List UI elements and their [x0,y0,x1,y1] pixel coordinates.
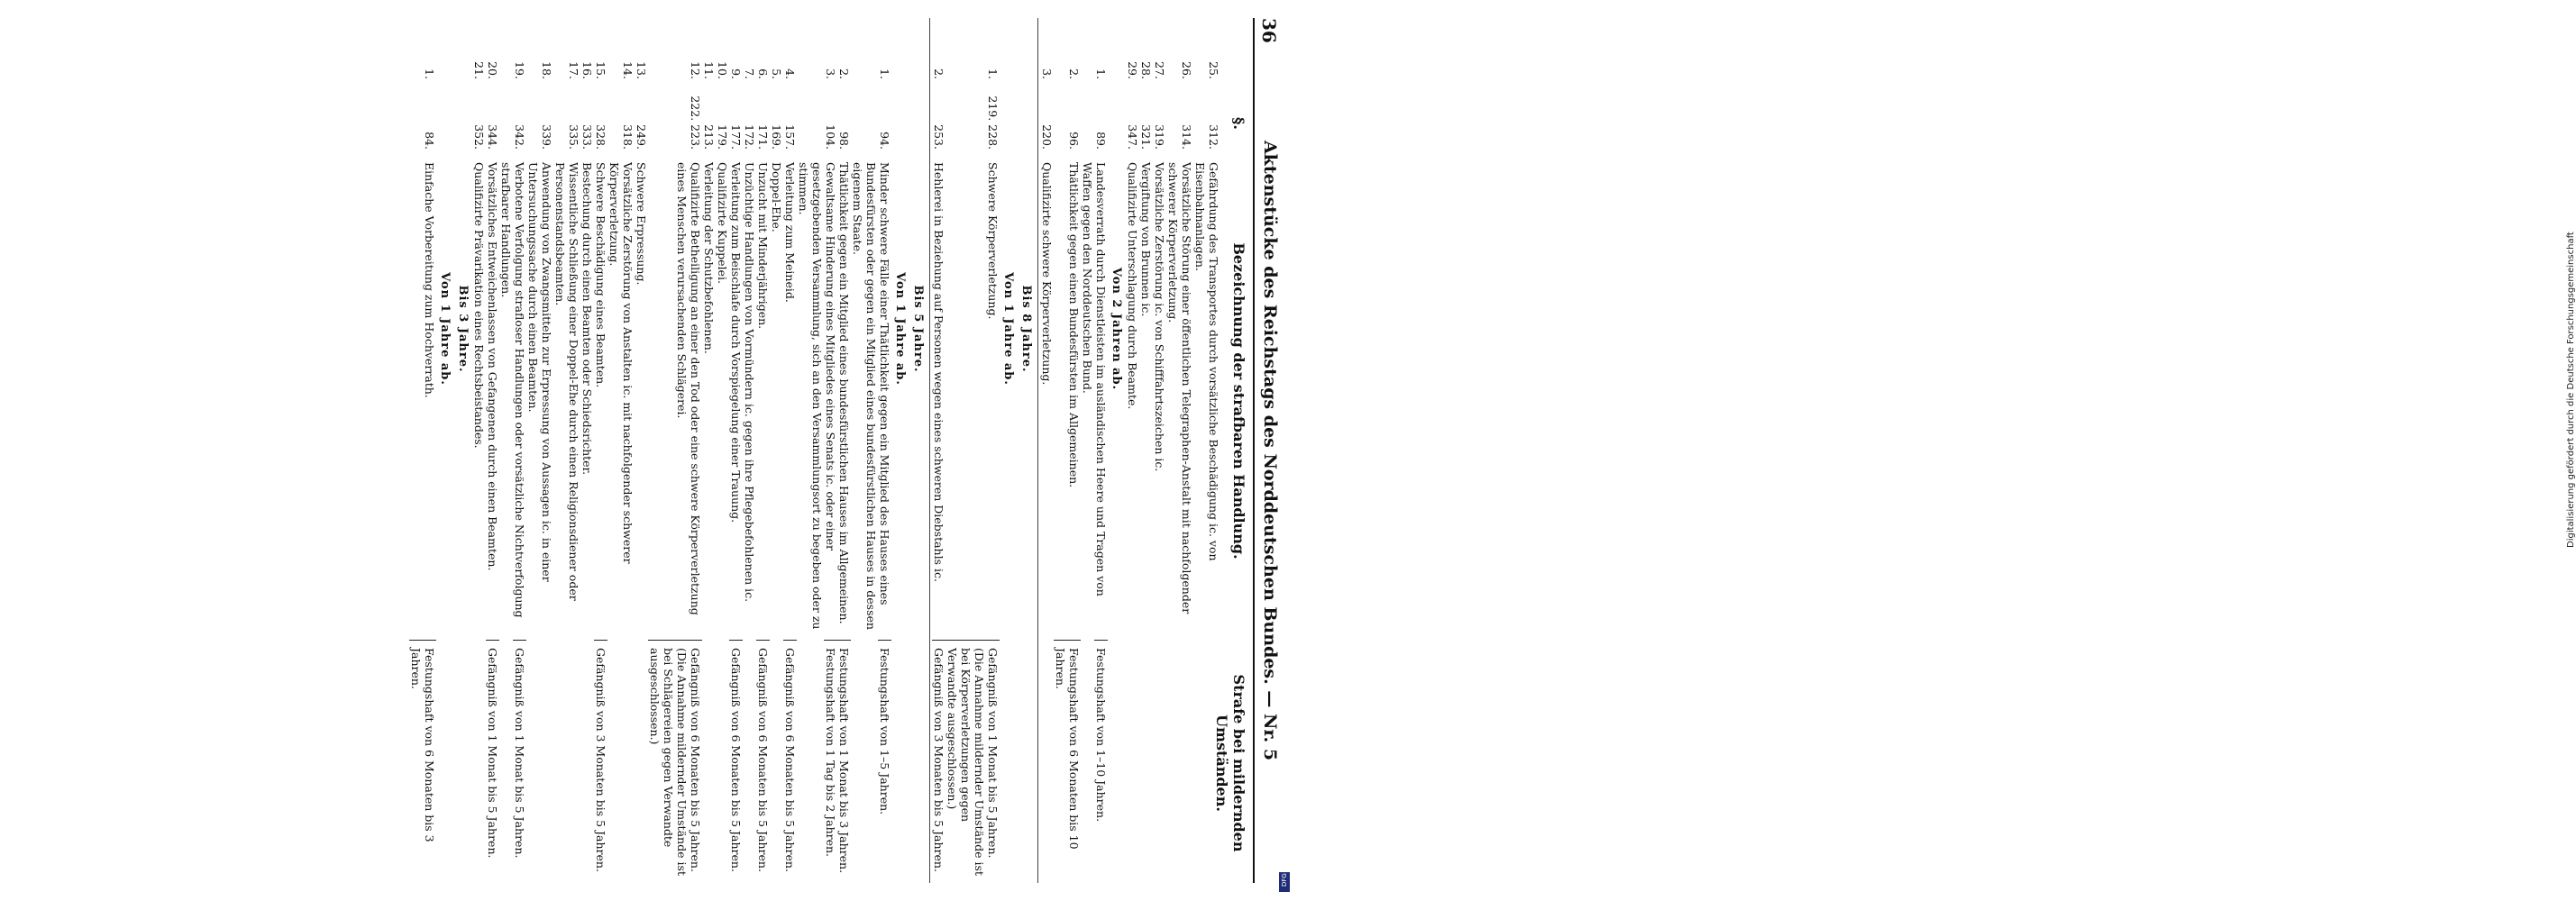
paragraph-number: 352. [472,124,486,150]
penalty-text: Gefängniß von 3 Monaten bis 5 Jahren. [594,640,607,879]
row-number: 15. [594,61,607,79]
paragraph-number: 171. 172. [743,124,770,150]
section-heading: Von 2 Jahren ab. [1110,267,1123,391]
paragraph-number: 333. 335. [567,124,594,150]
header-rule [1253,18,1255,883]
paragraph-number: 89. [1094,132,1108,150]
row-number: 10. 11. [702,61,729,79]
table-row [1166,18,1193,883]
table-row [486,18,499,883]
offense-description: Verleitung zum Beischlafe durch Vorspiegelung einer Trauung. [729,162,743,523]
offense-description: Gefährdung des Transportes durch vorsätzliche Beschädigung ic. von Eisenbahnanlagen. [1193,162,1220,561]
penalty-text: Festungshaft von 6 Monaten bis 3 Jahren. [409,640,436,879]
row-number: 13. 14. [621,61,648,79]
row-number: 21. [472,61,486,79]
offense-description: Schwere Körperverletzung. [986,162,1000,320]
offense-description: Gewaltsame Hinderung eines Mitgliedes eines Senats ic. oder einer gesetzgebenden Versammlung, sich an den Versammlungsort zu begeben oder zu stimmen. [797,162,837,630]
offense-description: Einfache Vorbereitung zum Hochverrath. [423,162,436,398]
row-number: 9. [729,68,743,79]
table-row [1054,18,1081,883]
paragraph-number: 177. [729,124,743,150]
row-number: 1. [423,68,436,79]
table-row [1040,18,1054,883]
row-number: 1. [878,68,891,79]
section-heading: Bis 8 Jahre. [1019,285,1033,373]
penalty-text: Gefängniß von 1 Monat bis 5 Jahren. (Die Annahme mildernder Umstände ist bei Körperverletzungen gegen Verwandte ausgeschlossen.) [945,640,1000,879]
offense-description: Schwere Beschädigung eines Beamten. [594,162,607,388]
row-number: 16. 17. [567,61,594,79]
table-row [1193,18,1220,883]
offense-description: Verbotene Verfolgung strafloser Handlungen oder vorsätzliche Nichtverfolgung strafbarer Handlungen. [499,162,526,618]
offense-description: Landesverrath durch Dienstleisten im ausländischen Heere und Tragen von Waffen gegen den Norddeutschen Bund. [1081,162,1108,596]
table-row [945,18,1000,883]
penalty-text: Gefängniß von 6 Monaten bis 5 Jahren. [783,640,797,879]
table-row [702,18,729,883]
row-number: 19. [513,61,526,79]
table-row [409,18,436,883]
dfg-logo-text: DFG [1281,873,1288,887]
row-number: 27. 28. 29. [1126,61,1166,79]
offense-description: Vorsätzliches Entweichenlassen von Gefangenen durch einen Beamten. [486,162,499,571]
paragraph-number: 222. 223. [689,96,702,150]
paragraph-number: 219. 228. [986,96,1000,150]
row-number: 12. [689,61,702,79]
section-heading: Von 1 Jahre ab. [893,272,907,386]
row-number: 4. 5. [770,68,797,79]
paragraph-number: 157. 169. [770,124,797,150]
paragraph-number: 98. [837,132,851,150]
offense-description: Thätlichkeit gegen ein Mitglied eines bundesfürstlichen Hauses im Allgemeinen. [837,162,851,624]
table-row [837,18,851,883]
paragraph-number: 94. [878,132,891,150]
offense-description: Anwendung von Zwangsmitteln zur Erpressung von Aussagen ic. in einer Untersuchungssache durch einen Beamten. [526,162,553,582]
paragraph-number: 104. [824,124,837,150]
row-number: 1. [986,68,1000,79]
paragraph-number: 249. 318. [621,124,648,150]
offense-description: Vorsätzliche Zerstörung ic. von Schifffahrtszeichen ic. Vergiftung von Brunnen ic. Qualifizirte Unterschlagung durch Beamte. [1126,162,1166,472]
offense-description: Minder schwere Fälle einer Thätlichkeit gegen ein Mitglied des Hauses eines Bundesfürsten oder gegen ein Mitglied eines bundesfürstlichen Hauses in dessen eigenem Staate. [851,162,891,630]
paragraph-number: 342. [513,124,526,150]
row-number: 1. [1094,68,1108,79]
section-heading: Bis 3 Jahre. [456,285,470,373]
table-row [729,18,743,883]
column-header-penalty: Strafe bei mildernden Umständen. [1213,674,1247,852]
offense-description: Unzucht mit Minderjährigen. Unzüchtige Handlungen von Vormündern ic. gegen ihre Pflegebefohlenen ic. [743,162,770,603]
penalty-text: Festungshaft von 1–5 Jahren. [878,640,891,879]
column-header-offense: Bezeichnung der strafbaren Handlung. [1230,242,1247,560]
table-row [499,18,526,883]
table-row [472,18,486,883]
penalty-text: Gefängniß von 6 Monaten bis 5 Jahren. (Die Annahme mildernder Umstände ist bei Schlägereien gegen Verwandte ausgeschlossen.) [648,640,702,879]
dfg-logo [1279,872,1290,892]
penalty-text: Gefängniß von 1 Monat bis 5 Jahren. [486,640,499,879]
penalty-table [409,18,1220,883]
table-row [526,18,553,883]
table-row [743,18,770,883]
section-heading: Von 1 Jahre ab. [1001,272,1015,386]
table-row [1126,18,1166,883]
section-heading: Bis 5 Jahre. [911,285,925,373]
penalty-text: Gefängniß von 3 Monaten bis 5 Jahren. [932,640,945,879]
section-divider [929,18,930,883]
paragraph-number: 312. [1207,124,1220,150]
row-number: 2. [1067,68,1081,79]
table-row [553,18,594,883]
offense-description: Bestechung durch einen Beamten oder Schiedsrichter. Wissentliche Schließung einer Doppel-Ehe durch einen Religionsdiener oder Personenstandsbeamten. [553,162,594,601]
offense-description: Qualifizirte Betheiligung an einer den Tod oder eine schwere Körperverletzung eines Menschen verursachenden Schlägerei. [675,162,702,615]
penalty-text: Festungshaft von 1 Tag bis 2 Jahren. [824,640,837,879]
penalty-text: Gefängniß von 6 Monaten bis 5 Jahren. [756,640,770,879]
table-row [770,18,797,883]
row-number: 20. [486,61,499,79]
table-row [607,18,648,883]
page-number: 36 [1258,18,1280,43]
row-number: 2. [837,68,851,79]
penalty-text: Festungshaft von 1 Monat bis 3 Jahren. [837,640,851,879]
offense-description: Qualifizirte Kuppelei. Verleitung der Schutzbefohlenen. [702,162,729,354]
offense-description: Hehlerei in Beziehung auf Personen wegen eines schweren Diebstahls ic. [932,162,945,582]
page-title: Aktenstücke des Reichstags des Norddeutschen Bundes. — Nr. 5 [1260,140,1280,761]
paragraph-number: 96. [1067,132,1081,150]
section-divider [1037,18,1038,883]
offense-description: Qualifizirte schwere Körperverletzung. [1040,162,1054,386]
column-header-paragraph: §. [1230,117,1247,130]
offense-description: Verleitung zum Meineid. Doppel-Ehe. [770,162,797,303]
credit-text: Digitalisierung gefördert durch die Deutsche Forschungsgemeinschaft [2566,232,2576,548]
penalty-text: Festungshaft von 1–10 Jahren. [1094,640,1108,879]
penalty-text: Festungshaft von 6 Monaten bis 10 Jahren. [1054,640,1081,879]
offense-description: Thätlichkeit gegen einen Bundesfürsten im Allgemeinen. [1067,162,1081,488]
offense-description: Schwere Erpressung. Vorsätzliche Zerstörung von Anstalten ic. mit nachfolgender schwerer Körperverletzung. [607,162,648,564]
paragraph-number: 319. 321. 347. [1126,124,1166,150]
row-number: 6. 7. [743,68,770,79]
row-number: 25. [1207,61,1220,79]
table-row [594,18,607,883]
offense-description: Qualifizirte Prävarikation eines Rechtsbeistandes. [472,162,486,449]
table-row [648,18,702,883]
row-number: 3. [824,68,837,79]
offense-description: Vorsätzliche Störung einer öffentlichen Telegraphen-Anstalt mit nachfolgender schwerer Körperverletzung. [1166,162,1193,614]
paragraph-number: 314. [1180,124,1193,150]
row-number: 26. [1180,61,1193,79]
paragraph-number: 339. [540,124,553,150]
section-heading: Von 1 Jahre ab. [438,272,452,386]
table-row [797,18,837,883]
paragraph-number: 253. [932,124,945,150]
penalty-text: Gefängniß von 1 Monat bis 5 Jahren. [513,640,526,879]
paragraph-number: 220. [1040,124,1054,150]
paragraph-number: 179. 213. [702,124,729,150]
table-row [851,18,891,883]
digitization-credit [1279,0,2576,901]
table-row [932,18,945,883]
paragraph-number: 344. [486,124,499,150]
row-number: 3. [1040,68,1054,79]
paragraph-number: 328. [594,124,607,150]
penalty-text: Gefängniß von 6 Monaten bis 5 Jahren. [729,640,743,879]
row-number: 18. [540,61,553,79]
paragraph-number: 84. [423,132,436,150]
table-row [1081,18,1108,883]
row-number: 2. [932,68,945,79]
